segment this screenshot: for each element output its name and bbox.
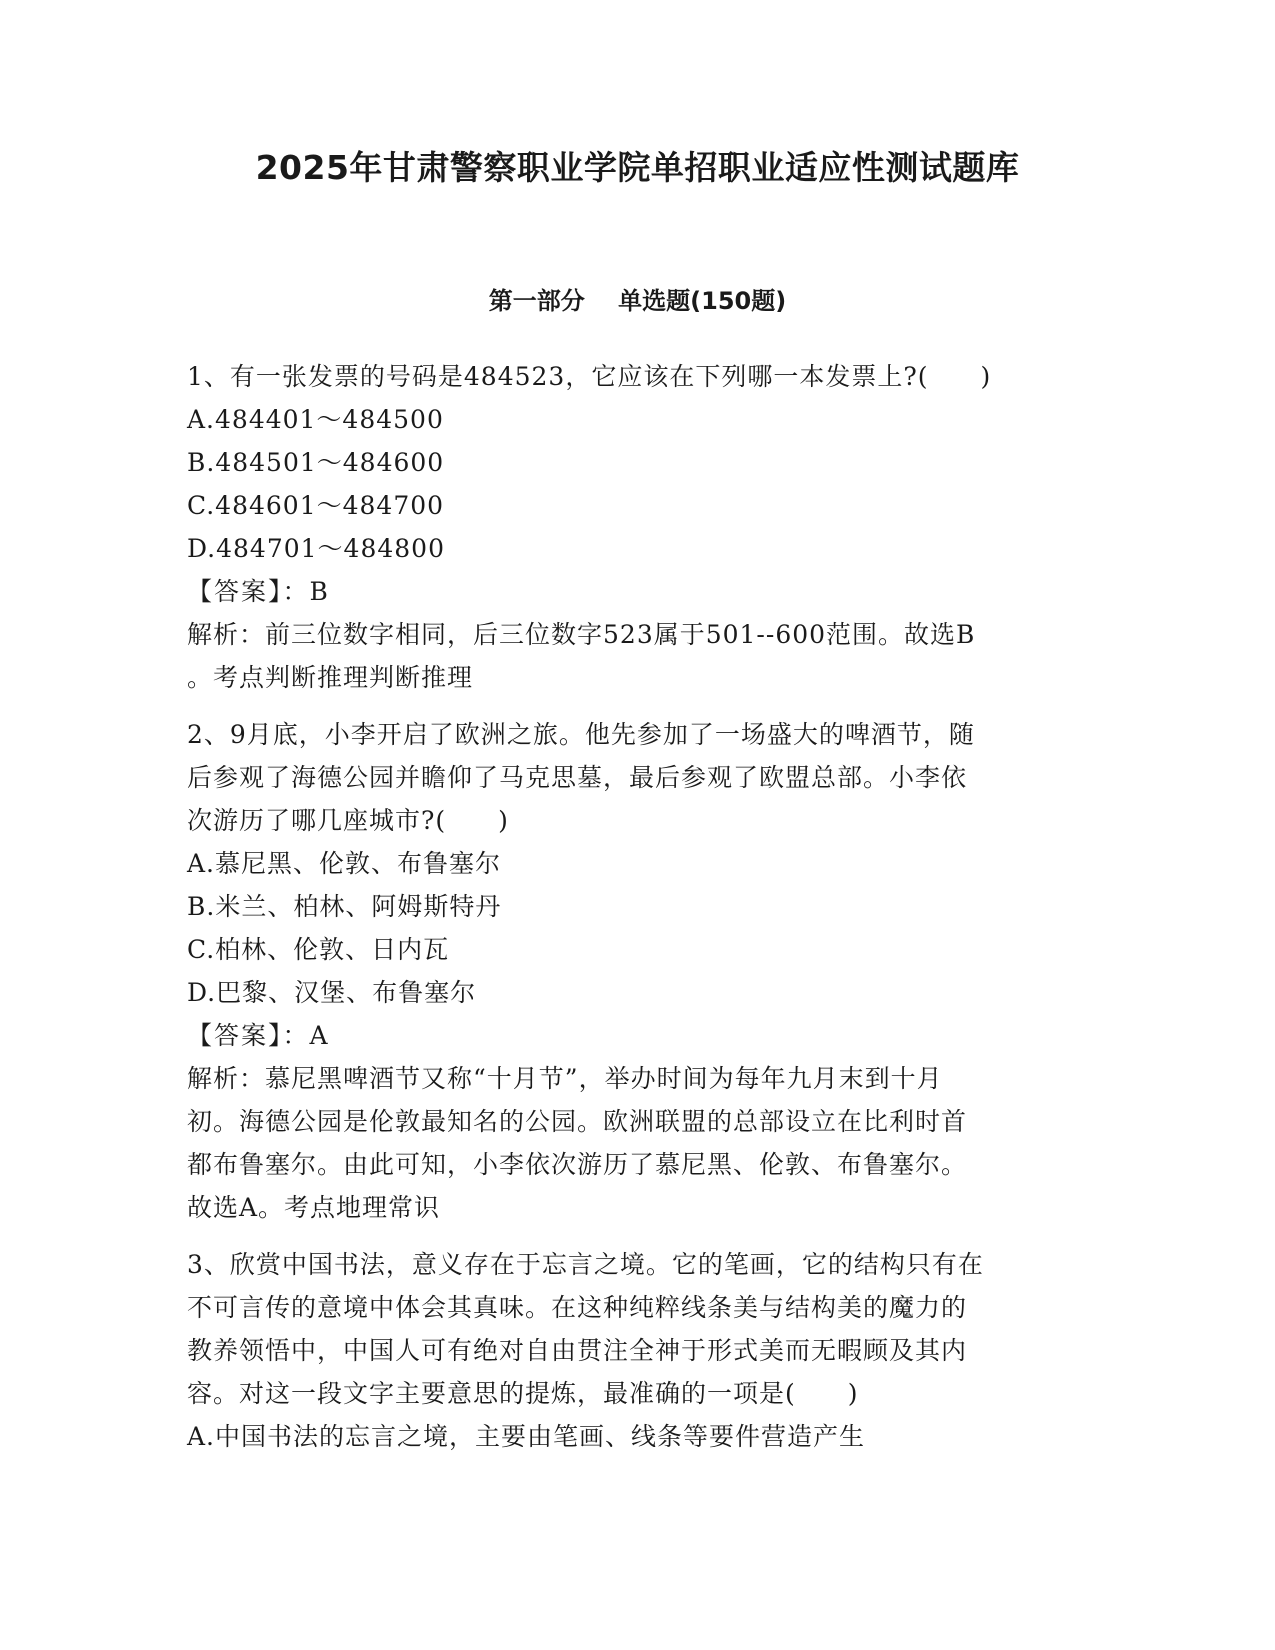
answer-label: 【答案】： [187,1021,310,1050]
option-d: D.484701～484800 [187,534,445,563]
section-heading: 第一部分 单选题(150题) [488,287,787,315]
analysis-text: 。考点判断推理判断推理 [187,663,474,692]
question-2 [187,713,1087,1229]
answer-line [187,1014,1087,1057]
analysis-text: 故选A。考点地理常识 [187,1193,441,1222]
option-b: B.484501～484600 [187,448,445,477]
question-stem: 1、有一张发票的号码是484523，它应该在下列哪一本发票上?( ) [187,362,992,391]
answer-label: 【答案】： [187,577,310,606]
analysis-text: 解析：慕尼黑啤酒节又称“十月节”，举办时间为每年九月末到十月 [187,1064,943,1093]
question-3 [187,1243,1087,1458]
question-stem: 后参观了海德公园并瞻仰了马克思墓，最后参观了欧盟总部。小李依 [187,763,968,792]
document-title: 2025年甘肃警察职业学院单招职业适应性测试题库 [255,148,1020,187]
option-a: A.慕尼黑、伦敦、布鲁塞尔 [187,849,502,878]
option-a: A.中国书法的忘言之境，主要由笔画、线条等要件营造产生 [187,1422,866,1451]
question-stem: 教养领悟中，中国人可有绝对自由贯注全神于形式美而无暇顾及其内 [187,1336,968,1365]
question-1 [187,355,1087,699]
answer-line [187,570,1087,613]
answer-value: B [309,577,329,606]
option-b: B.米兰、柏林、阿姆斯特丹 [187,892,502,921]
question-list [187,355,1087,1472]
answer-value: A [309,1021,329,1050]
question-stem: 容。对这一段文字主要意思的提炼，最准确的一项是( ) [187,1379,859,1408]
option-c: C.484601～484700 [187,491,445,520]
question-stem: 2、9月底，小李开启了欧洲之旅。他先参加了一场盛大的啤酒节，随 [187,720,975,749]
option-c: C.柏林、伦敦、日内瓦 [187,935,450,964]
option-a: A.484401～484500 [187,405,444,434]
analysis-text: 解析：前三位数字相同，后三位数字523属于501--600范围。故选B [187,620,976,649]
option-d: D.巴黎、汉堡、布鲁塞尔 [187,978,477,1007]
question-stem: 不可言传的意境中体会其真味。在这种纯粹线条美与结构美的魔力的 [187,1293,968,1322]
question-stem: 3、欣赏中国书法，意义存在于忘言之境。它的笔画，它的结构只有在 [187,1250,984,1279]
question-stem: 次游历了哪几座城市?( ) [187,806,509,835]
analysis-text: 都布鲁塞尔。由此可知，小李依次游历了慕尼黑、伦敦、布鲁塞尔。 [187,1150,968,1179]
analysis-text: 初。海德公园是伦敦最知名的公园。欧洲联盟的总部设立在比利时首 [187,1107,968,1136]
